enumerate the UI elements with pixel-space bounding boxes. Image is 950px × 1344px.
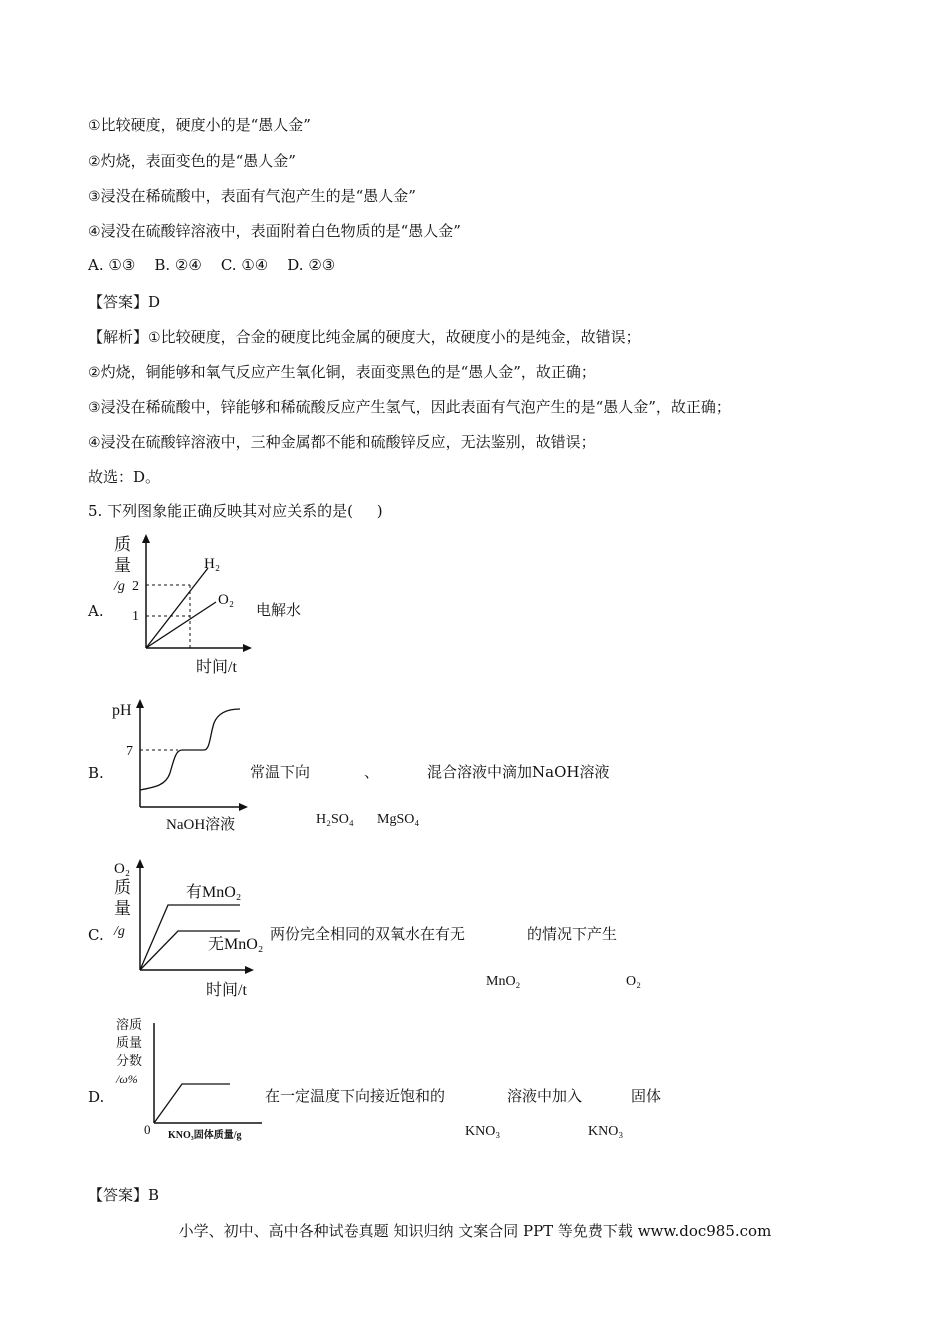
statement-2: ②灼烧，表面变色的是“愚人金” bbox=[88, 152, 296, 170]
option-b-formula-2: MgSO₄ bbox=[377, 812, 420, 827]
option-d-desc-3: 固体 bbox=[631, 1087, 662, 1105]
q5-answer: 【答案】B bbox=[88, 1186, 160, 1204]
option-c-desc-1: 两份完全相同的双氧水在有无 bbox=[270, 925, 466, 943]
footer-text: 小学、初中、高中各种试卷真题 知识归纳 文案合同 PPT 等免费下载 www.doc985.com bbox=[178, 1222, 772, 1240]
analysis-2: ②灼烧，铜能够和氧气反应产生氧化铜，表面变黑色的是“愚人金”，故正确； bbox=[88, 363, 596, 381]
a-label-o2: O₂ bbox=[218, 592, 235, 608]
analysis-4: ④浸没在硫酸锌溶液中，三种金属都不能和硫酸锌反应，无法鉴别，故错误； bbox=[88, 433, 596, 451]
analysis-3: ③浸没在稀硫酸中，锌能够和稀硫酸反应产生氢气，因此表面有气泡产生的是“愚人金”，故正确； bbox=[88, 398, 731, 416]
q4-conclusion: 故选：D。 bbox=[88, 468, 161, 486]
c-ylabel-3: /g bbox=[114, 924, 125, 939]
c-label-with: 有MnO₂ bbox=[186, 884, 242, 901]
circled-num: ④ bbox=[88, 224, 101, 240]
option-b-sep: 、 bbox=[364, 763, 380, 781]
a-label-h2: H₂ bbox=[204, 556, 221, 572]
option-b-chart bbox=[108, 695, 258, 840]
a-tick-1: 1 bbox=[132, 609, 139, 624]
option-d-desc-2: 溶液中加入 bbox=[507, 1087, 583, 1105]
statement-3: ③浸没在稀硫酸中，表面有气泡产生的是“愚人金” bbox=[88, 187, 416, 205]
option-b-formula-1: H₂SO₄ bbox=[316, 812, 354, 827]
circled-num: ③ bbox=[88, 189, 101, 205]
d-ylabel-3: 分数 bbox=[116, 1053, 143, 1068]
option-b-letter: B. bbox=[88, 764, 104, 782]
option-d-formula-2: KNO₃ bbox=[588, 1124, 624, 1139]
option-c-formula-2: O₂ bbox=[626, 974, 641, 989]
a-series-o2 bbox=[146, 602, 216, 648]
q4-answer: 【答案】D bbox=[88, 293, 161, 311]
b-ylabel: pH bbox=[112, 702, 132, 719]
option-d-chart bbox=[112, 1015, 277, 1145]
c-ylabel-0: O₂ bbox=[114, 861, 131, 877]
d-xlabel: KNO₃固体质量/g bbox=[168, 1130, 242, 1141]
d-ylabel-1: 溶质 bbox=[116, 1017, 143, 1032]
option-b-desc-1: 常温下向 bbox=[250, 763, 311, 781]
option-c-chart bbox=[108, 855, 278, 1005]
d-ylabel-4: /ω% bbox=[116, 1072, 138, 1086]
q5-stem: 5. 下列图象能正确反映其对应关系的是( ) bbox=[88, 502, 383, 520]
option-a-letter: A. bbox=[88, 602, 104, 620]
a-ylabel-1: 质 bbox=[114, 535, 131, 554]
option-b-desc-2: 混合溶液中滴加NaOH溶液 bbox=[427, 763, 610, 781]
statement-4: ④浸没在硫酸锌溶液中，表面附着白色物质的是“愚人金” bbox=[88, 222, 461, 240]
c-ylabel-2: 量 bbox=[114, 899, 131, 918]
a-ylabel-2: 量 bbox=[114, 556, 131, 575]
option-c-letter: C. bbox=[88, 926, 104, 944]
option-d-desc-1: 在一定温度下向接近饱和的 bbox=[265, 1087, 446, 1105]
circled-num: ① bbox=[88, 118, 101, 134]
option-c-desc-2: 的情况下产生 bbox=[527, 925, 618, 943]
statement-1: ①比较硬度，硬度小的是“愚人金” bbox=[88, 116, 311, 134]
a-series-h2 bbox=[146, 568, 208, 648]
c-xlabel: 时间/t bbox=[206, 982, 247, 999]
b-xlabel: NaOH溶液 bbox=[166, 817, 236, 833]
option-a-chart bbox=[108, 530, 268, 680]
d-series bbox=[154, 1084, 230, 1123]
c-ylabel-1: 质 bbox=[114, 878, 131, 897]
option-a-desc: 电解水 bbox=[256, 601, 302, 619]
option-d-formula-1: KNO₃ bbox=[465, 1124, 501, 1139]
option-c-formula-1: MnO₂ bbox=[486, 974, 521, 989]
c-label-without: 无MnO₂ bbox=[208, 936, 264, 953]
a-ylabel-3: /g bbox=[114, 579, 125, 594]
b-tick-7: 7 bbox=[126, 744, 133, 759]
d-ylabel-2: 质量 bbox=[116, 1035, 143, 1050]
a-tick-2: 2 bbox=[132, 579, 139, 594]
d-origin: 0 bbox=[144, 1122, 151, 1137]
q4-options: A. ①③ B. ②④ C. ①④ D. ②③ bbox=[88, 256, 336, 274]
a-xlabel: 时间/t bbox=[196, 659, 237, 676]
option-d-letter: D. bbox=[88, 1088, 105, 1106]
circled-num: ② bbox=[88, 154, 101, 170]
analysis-1: 【解析】①比较硬度，合金的硬度比纯金属的硬度大，故硬度小的是纯金，故错误； bbox=[88, 328, 641, 346]
